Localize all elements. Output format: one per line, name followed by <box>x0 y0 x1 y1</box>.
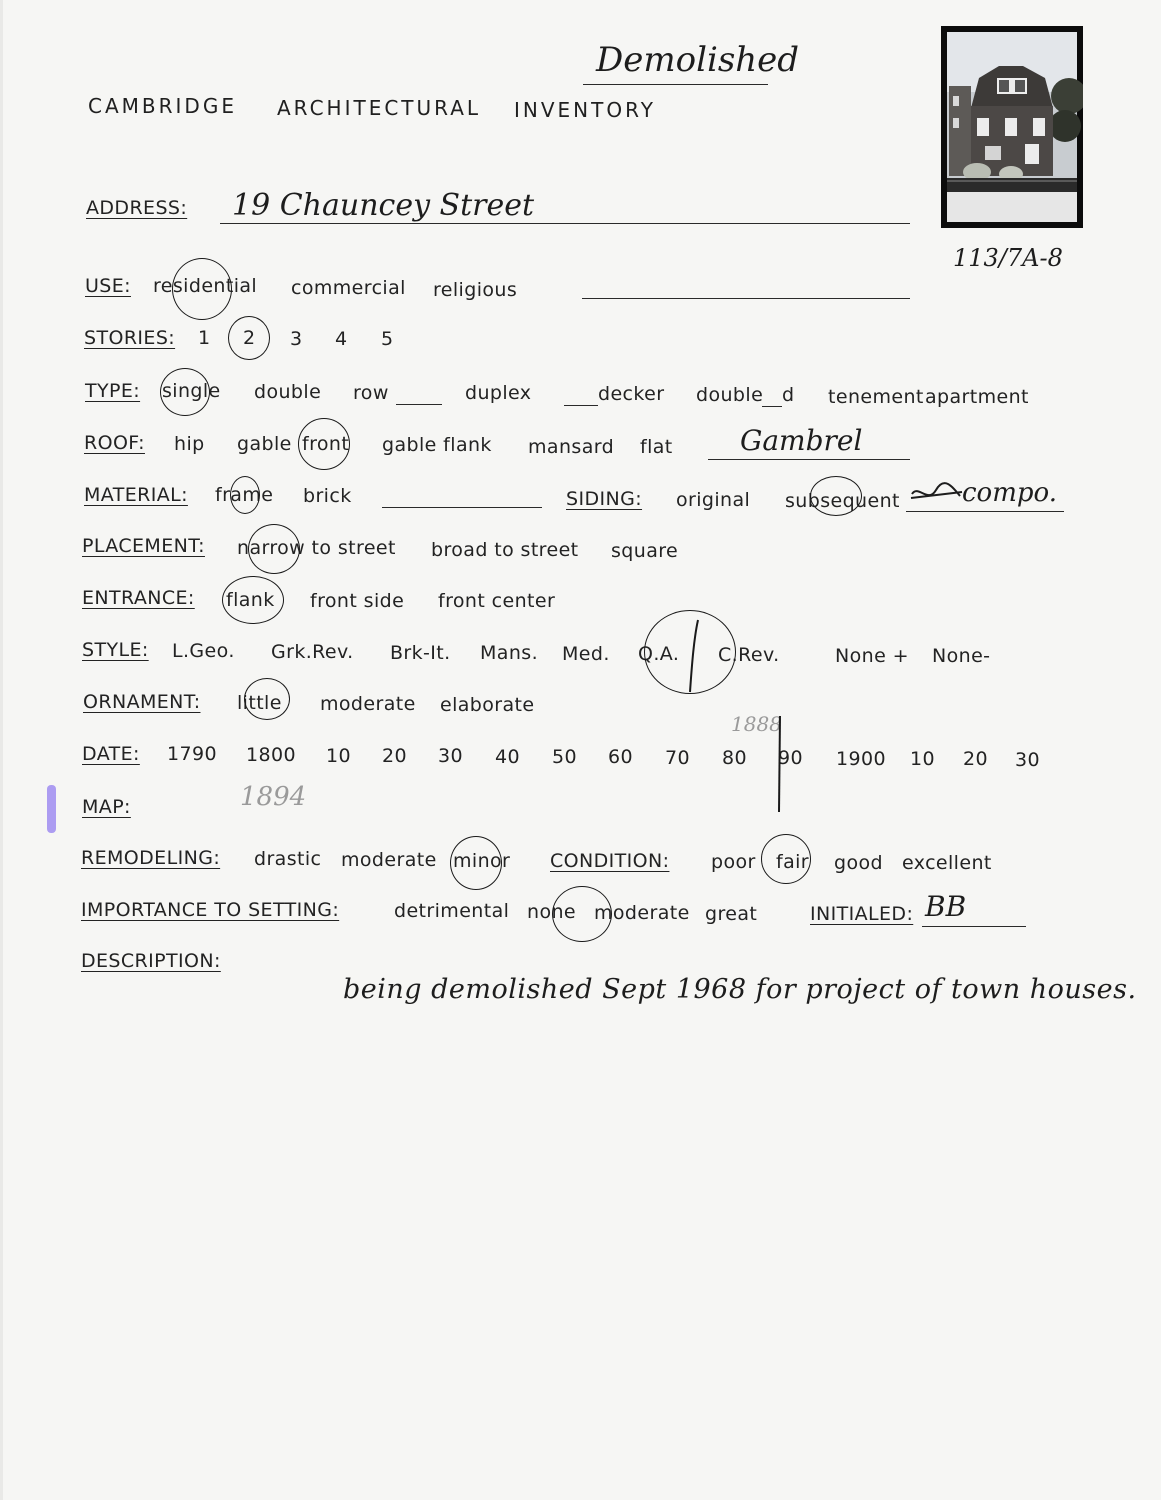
highlighter-mark <box>47 785 56 833</box>
remodeling-label: REMODELING: <box>81 847 221 869</box>
stories-option-2: 2 <box>243 327 256 349</box>
selection-circle <box>230 476 260 514</box>
type-decker-line <box>564 405 598 406</box>
selection-circle <box>552 886 612 942</box>
date-option-1910: 10 <box>910 748 935 770</box>
placement-option-narrow: narrow to street <box>237 537 396 559</box>
ornament-option-elaborate: elaborate <box>440 694 535 716</box>
style-option-med: Med. <box>562 643 610 665</box>
house-photo-image <box>941 26 1083 228</box>
roof-other-line <box>708 459 910 460</box>
page-edge <box>0 0 3 1500</box>
demolished-underline <box>583 84 768 85</box>
importance-label: IMPORTANCE TO SETTING: <box>81 899 340 921</box>
placement-option-broad: broad to street <box>431 539 579 561</box>
date-option-90: 90 <box>778 747 803 769</box>
stories-option-3: 3 <box>290 328 303 350</box>
type-option-duplex: duplex <box>465 382 532 404</box>
use-option-religious: religious <box>433 279 518 301</box>
selection-circle <box>172 258 232 320</box>
selection-circle <box>248 524 300 574</box>
siding-option-original: original <box>676 489 751 511</box>
type-double-d-line <box>762 406 782 407</box>
ornament-option-moderate: moderate <box>320 693 416 715</box>
style-option-lgeo: L.Geo. <box>172 640 235 662</box>
selection-circle <box>222 576 284 624</box>
type-option-double: double <box>254 381 322 403</box>
entrance-option-flank: flank <box>226 589 275 611</box>
condition-label: CONDITION: <box>550 850 670 872</box>
type-option-tenement: tenement <box>828 386 924 408</box>
style-option-grkrev: Grk.Rev. <box>271 641 354 663</box>
title-word-3: INVENTORY <box>514 98 656 122</box>
address-value: 19 Chauncey Street <box>232 188 535 223</box>
initialed-value: BB <box>925 890 967 923</box>
remodeling-option-moderate: moderate <box>341 849 437 871</box>
date-option-1800: 1800 <box>246 744 296 766</box>
date-option-80: 80 <box>722 747 747 769</box>
importance-option-moderate: moderate <box>594 902 690 924</box>
selection-circle <box>244 678 290 720</box>
selection-circle <box>810 476 862 516</box>
style-label: STYLE: <box>82 639 149 661</box>
date-option-1930: 30 <box>1015 749 1040 771</box>
placement-label: PLACEMENT: <box>82 535 205 557</box>
siding-other-value: compo. <box>962 478 1057 508</box>
date-option-60: 60 <box>608 746 633 768</box>
roof-label: ROOF: <box>84 432 145 454</box>
siding-other-line <box>906 511 1064 512</box>
material-label: MATERIAL: <box>84 484 188 506</box>
date-option-70: 70 <box>665 747 690 769</box>
siding-label: SIDING: <box>566 488 643 510</box>
stories-option-5: 5 <box>381 328 394 350</box>
title-word-1: CAMBRIDGE <box>88 94 237 118</box>
use-other-line <box>582 298 910 299</box>
type-option-decker: decker <box>598 383 665 405</box>
date-option-40: 40 <box>495 746 520 768</box>
roof-option-mansard: mansard <box>528 436 615 458</box>
roof-option-gable-flank: gable flank <box>382 434 492 456</box>
roof-option-gable: gable <box>237 433 292 455</box>
type-option-single: single <box>162 380 221 402</box>
siding-option-subsequent: subsequent <box>785 490 900 512</box>
date-option-30: 30 <box>438 745 463 767</box>
date-option-1790: 1790 <box>167 743 217 765</box>
demolished-note: Demolished <box>596 40 800 80</box>
ornament-label: ORNAMENT: <box>83 691 201 713</box>
selection-circle <box>298 418 350 470</box>
importance-option-detrimental: detrimental <box>394 900 510 922</box>
stories-option-1: 1 <box>198 327 211 349</box>
stories-label: STORIES: <box>84 327 176 349</box>
roof-other-value: Gambrel <box>740 424 863 457</box>
style-option-none-minus: None- <box>932 645 991 667</box>
title-word-2: ARCHITECTURAL <box>277 96 482 120</box>
date-marker-line <box>772 714 786 814</box>
date-option-50: 50 <box>552 746 577 768</box>
style-option-none-plus: None + <box>835 645 909 667</box>
condition-option-excellent: excellent <box>902 852 992 874</box>
selection-circle <box>450 836 502 890</box>
entrance-option-front-side: front side <box>310 590 405 612</box>
selection-circle <box>761 834 811 884</box>
style-option-mans: Mans. <box>480 642 539 664</box>
type-option-double-d: double <box>696 384 764 406</box>
type-label: TYPE: <box>85 380 141 402</box>
condition-option-poor: poor <box>711 851 756 873</box>
style-option-brkit: Brk-It. <box>390 642 451 664</box>
condition-option-fair: fair <box>776 851 810 873</box>
stories-option-4: 4 <box>335 328 348 350</box>
remodeling-option-drastic: drastic <box>254 848 322 870</box>
date-option-10: 10 <box>326 745 351 767</box>
description-label: DESCRIPTION: <box>81 950 221 972</box>
material-option-brick: brick <box>303 485 352 507</box>
date-label: DATE: <box>82 743 140 765</box>
remodeling-option-minor: minor <box>453 850 511 872</box>
date-option-1920: 20 <box>963 748 988 770</box>
address-line <box>220 223 910 224</box>
type-option-d: d <box>782 384 795 406</box>
initialed-line <box>922 926 1026 927</box>
roof-option-hip: hip <box>174 433 205 455</box>
initialed-label: INITIALED: <box>810 903 914 925</box>
type-option-row: row <box>353 382 389 404</box>
condition-option-good: good <box>834 852 883 874</box>
description-value: being demolished Sept 1968 for project of town houses. <box>343 974 1137 1005</box>
date-option-1900: 1900 <box>836 748 886 770</box>
date-pencil-note: 1888 <box>731 712 782 736</box>
selection-circle <box>228 316 270 360</box>
date-option-20: 20 <box>382 745 407 767</box>
entrance-option-front-center: front center <box>438 590 556 612</box>
use-option-commercial: commercial <box>291 277 406 299</box>
building-photo <box>941 26 1083 228</box>
entrance-label: ENTRANCE: <box>82 587 195 609</box>
material-other-line <box>382 507 542 508</box>
map-pencil-value: 1894 <box>240 782 307 812</box>
map-label: MAP: <box>82 796 131 818</box>
ornament-option-little: little <box>237 692 282 714</box>
selection-circle <box>160 368 210 416</box>
importance-option-great: great <box>705 903 758 925</box>
use-label: USE: <box>85 275 131 297</box>
roof-option-flat: flat <box>640 436 673 458</box>
type-row-line <box>396 404 442 405</box>
catalog-number: 113/7A-8 <box>953 244 1063 272</box>
type-option-apartment: apartment <box>925 386 1029 408</box>
material-option-frame: frame <box>215 484 274 506</box>
divider-stroke <box>684 618 704 694</box>
style-option-qa: Q.A. <box>638 643 680 665</box>
scribbled-out-word <box>908 480 964 508</box>
style-option-crev: C.Rev. <box>718 644 780 666</box>
importance-option-none: none <box>527 901 576 923</box>
address-label: ADDRESS: <box>86 197 188 219</box>
use-option-residential: residential <box>153 275 258 297</box>
placement-option-square: square <box>611 540 679 562</box>
roof-option-front: front <box>302 433 350 455</box>
